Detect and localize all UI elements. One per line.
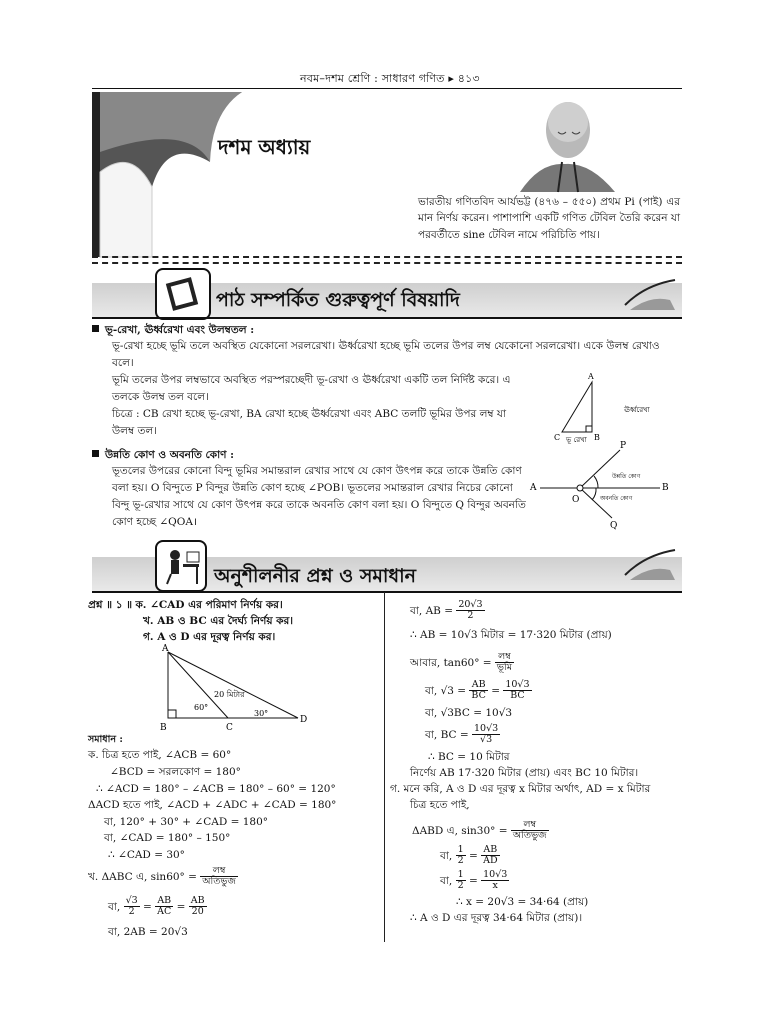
label-b: B bbox=[662, 483, 669, 493]
solution-line: বা, $\frac{1}{2}$ = $\frac{10√3}{x}$ bbox=[440, 869, 508, 892]
paragraph: ভূমি তলের উপর লম্বভাবে অবস্থিত পরস্পরচ্ছেদী ভূ-রেখা ও ঊর্ধ্বরেখা একটি তল নির্দিষ্ট করে। এ তলকে উলম্ব তল বলে। bbox=[112, 374, 511, 403]
solution-line: বা, √3BC = 10√3 bbox=[425, 707, 513, 719]
writing-hand-icon bbox=[620, 275, 680, 319]
solution-label: সমাধান : bbox=[88, 734, 123, 745]
solution-line: বা, 120° + 30° + ∠CAD = 180° bbox=[104, 816, 269, 828]
solution-line: বা, $\frac{√3}{2}$ = $\frac{AB}{AC}$ = $\frac{AB}{20}$ bbox=[108, 895, 205, 918]
solution-line: ∴ BC = 10 মিটার bbox=[428, 751, 510, 763]
solution-line: খ. ΔABC এ, sin60° = $\frac{\text{লম্ব}}{\text{অতিভুজ}}$ bbox=[88, 865, 236, 888]
solution-line: বা, BC = $\frac{10√3}{√3}$ bbox=[425, 723, 499, 746]
section-title: পাঠ সম্পর্কিত গুরুত্বপূর্ণ বিষয়াদি bbox=[216, 289, 460, 311]
label-abanati: অবনতি কোণ bbox=[600, 495, 633, 502]
running-header: নবম–দশম শ্রেণি : সাধারণ গণিত ▸ ৪১৩ bbox=[300, 72, 480, 85]
solution-line: ∴ ∠CAD = 30° bbox=[108, 849, 185, 861]
label-unnati: উন্নতি কোণ bbox=[612, 473, 641, 480]
label-o: O bbox=[572, 495, 580, 505]
solution-line: ΔABD এ, sin30° = $\frac{\text{লম্ব}}{\text{অতিভুজ}}$ bbox=[412, 819, 547, 842]
paragraph: ভূতলের উপরের কোনো বিন্দু ভূমির সমান্তরাল রেখার সাথে যে কোণ উৎপন্ন করে তাকে উন্নতি কোণ বলা হয়। O বিন্দুতে P বিন্দুর উন্নতি কোণ হচ্ছে ∠POB। ভূতলের সমান্তরাল রেখার নিচের কোনো বিন্দু ভূ-রেখার সাথে যে কোণ উৎপন্ন করে তাকে অবনতি কোণ বলা হয়। O বিন্দুতে Q বিন্দুর অবনতি কোণ হচ্ছে ∠QOA। bbox=[112, 465, 526, 528]
solution-line: বা, $\frac{1}{2}$ = $\frac{AB}{AD}$ bbox=[440, 844, 498, 867]
label-a: A bbox=[162, 644, 169, 654]
solution-line: গ. মনে করি, A ও D এর দূরত্ব x মিটার অর্থাৎ, AD = x মিটার bbox=[390, 783, 651, 795]
label-p: P bbox=[620, 441, 627, 451]
label-urdhva: ঊর্ধ্বরেখা bbox=[624, 406, 650, 414]
label-b: B bbox=[594, 433, 600, 442]
chapter-caption: ভারতীয় গণিতবিদ আর্যভট্ট (৪৭৬ – ৫৫০) প্রথম Pi (পাই) এর মান নির্ণয় করেন। পাশাপাশি একটি গণিত টেবিল তৈরি করেন যা পরবর্তীতে sine টেবিল নামে পরিচিতি পায়। bbox=[418, 196, 680, 241]
bullet-heading: ভূ-রেখা, ঊর্ধ্বরেখা এবং উলম্বতল : bbox=[92, 322, 682, 339]
question-line: গ. A ও D এর দূরত্ব নির্ণয় কর। bbox=[143, 631, 276, 643]
question-line: খ. AB ও BC এর দৈর্ঘ্য নির্ণয় কর। bbox=[143, 615, 294, 627]
solution-line: চিত্র হতে পাই, bbox=[410, 799, 470, 811]
label-b: B bbox=[160, 723, 167, 733]
solution-line: বা, ∠CAD = 180° – 150° bbox=[104, 832, 231, 844]
bullet-square-icon bbox=[92, 325, 99, 332]
elevation-depression-figure bbox=[530, 420, 680, 530]
solution-line: ∠BCD = সরলকোণ = 180° bbox=[110, 766, 241, 778]
solution-line: ∴ x = 20√3 = 34·64 (প্রায়) bbox=[456, 896, 589, 908]
student-desk-icon bbox=[155, 540, 207, 592]
solution-line: নির্ণেয় AB 17·320 মিটার (প্রায়) এবং BC 10 মিটার। bbox=[410, 767, 639, 779]
band-underline bbox=[92, 317, 682, 319]
dashed-divider bbox=[92, 256, 682, 258]
label-a: A bbox=[588, 372, 594, 381]
label-bhu: ভূ রেখা bbox=[566, 436, 587, 444]
solution-line: বা, AB = $\frac{20√3}{2}$ bbox=[410, 599, 483, 622]
label-c: C bbox=[226, 723, 233, 733]
writing-hand-icon bbox=[620, 545, 680, 589]
paragraph: ভূ-রেখা হচ্ছে ভূমি তলে অবস্থিত যেকোনো সরলরেখা। ঊর্ধ্বরেখা হচ্ছে ভূমি তলের উপর লম্ব যেকোনো সরলরেখা। একে উলম্ব রেখাও বলে। bbox=[112, 340, 660, 369]
question-line: প্রশ্ন ॥ ১ ॥ ক. ∠CAD এর পরিমাণ নির্ণয় কর। bbox=[88, 599, 283, 611]
chapter-title: দশম অধ্যায় bbox=[218, 135, 311, 159]
label-q: Q bbox=[610, 521, 618, 531]
band-underline bbox=[92, 591, 682, 593]
solution-line: বা, √3 = $\frac{AB}{BC}$ = $\frac{10√3}{BC}$ bbox=[425, 679, 530, 702]
bullet-heading: উন্নতি কোণ ও অবনতি কোণ : bbox=[92, 447, 532, 464]
solution-line: ∴ AB = 10√3 মিটার = 17·320 মিটার (প্রায়) bbox=[410, 629, 612, 641]
book-icon bbox=[155, 268, 211, 320]
bullet-square-icon bbox=[92, 450, 99, 457]
section-title: অনুশীলনীর প্রশ্ন ও সমাধান bbox=[214, 565, 416, 587]
label-d: D bbox=[300, 715, 308, 725]
solution-line: ∴ ∠ACD = 180° – ∠ACB = 180° – 60° = 120° bbox=[96, 783, 336, 795]
solution-line: ΔACD হতে পাই, ∠ACD + ∠ADC + ∠CAD = 180° bbox=[88, 799, 337, 811]
aryabhata-portrait bbox=[510, 92, 630, 192]
solution-line: ক. চিত্র হতে পাই, ∠ACB = 60° bbox=[88, 749, 232, 761]
triangle-figure bbox=[148, 642, 318, 732]
label-angle-30: 30° bbox=[254, 709, 269, 718]
solution-line: আবার, tan60° = $\frac{\text{লম্ব}}{\text{ভূমি}}$ bbox=[410, 651, 512, 674]
label-a: A bbox=[530, 483, 537, 493]
label-length: 20 মিটার bbox=[214, 690, 245, 699]
solution-line: বা, 2AB = 20√3 bbox=[108, 926, 188, 938]
dashed-divider bbox=[92, 262, 682, 264]
header-rule bbox=[92, 88, 682, 89]
label-c: C bbox=[554, 433, 561, 442]
solution-line: ∴ A ও D এর দূরত্ব 34·64 মিটার (প্রায়)। bbox=[410, 912, 583, 924]
paragraph: চিত্রে : CB রেখা হচ্ছে ভূ-রেখা, BA রেখা হচ্ছে ঊর্ধ্বরেখা এবং ABC তলটি ভূমির উপর লম্ব যা উলম্ব তল। bbox=[112, 408, 507, 437]
label-angle-60: 60° bbox=[194, 703, 209, 712]
column-divider bbox=[384, 592, 385, 942]
